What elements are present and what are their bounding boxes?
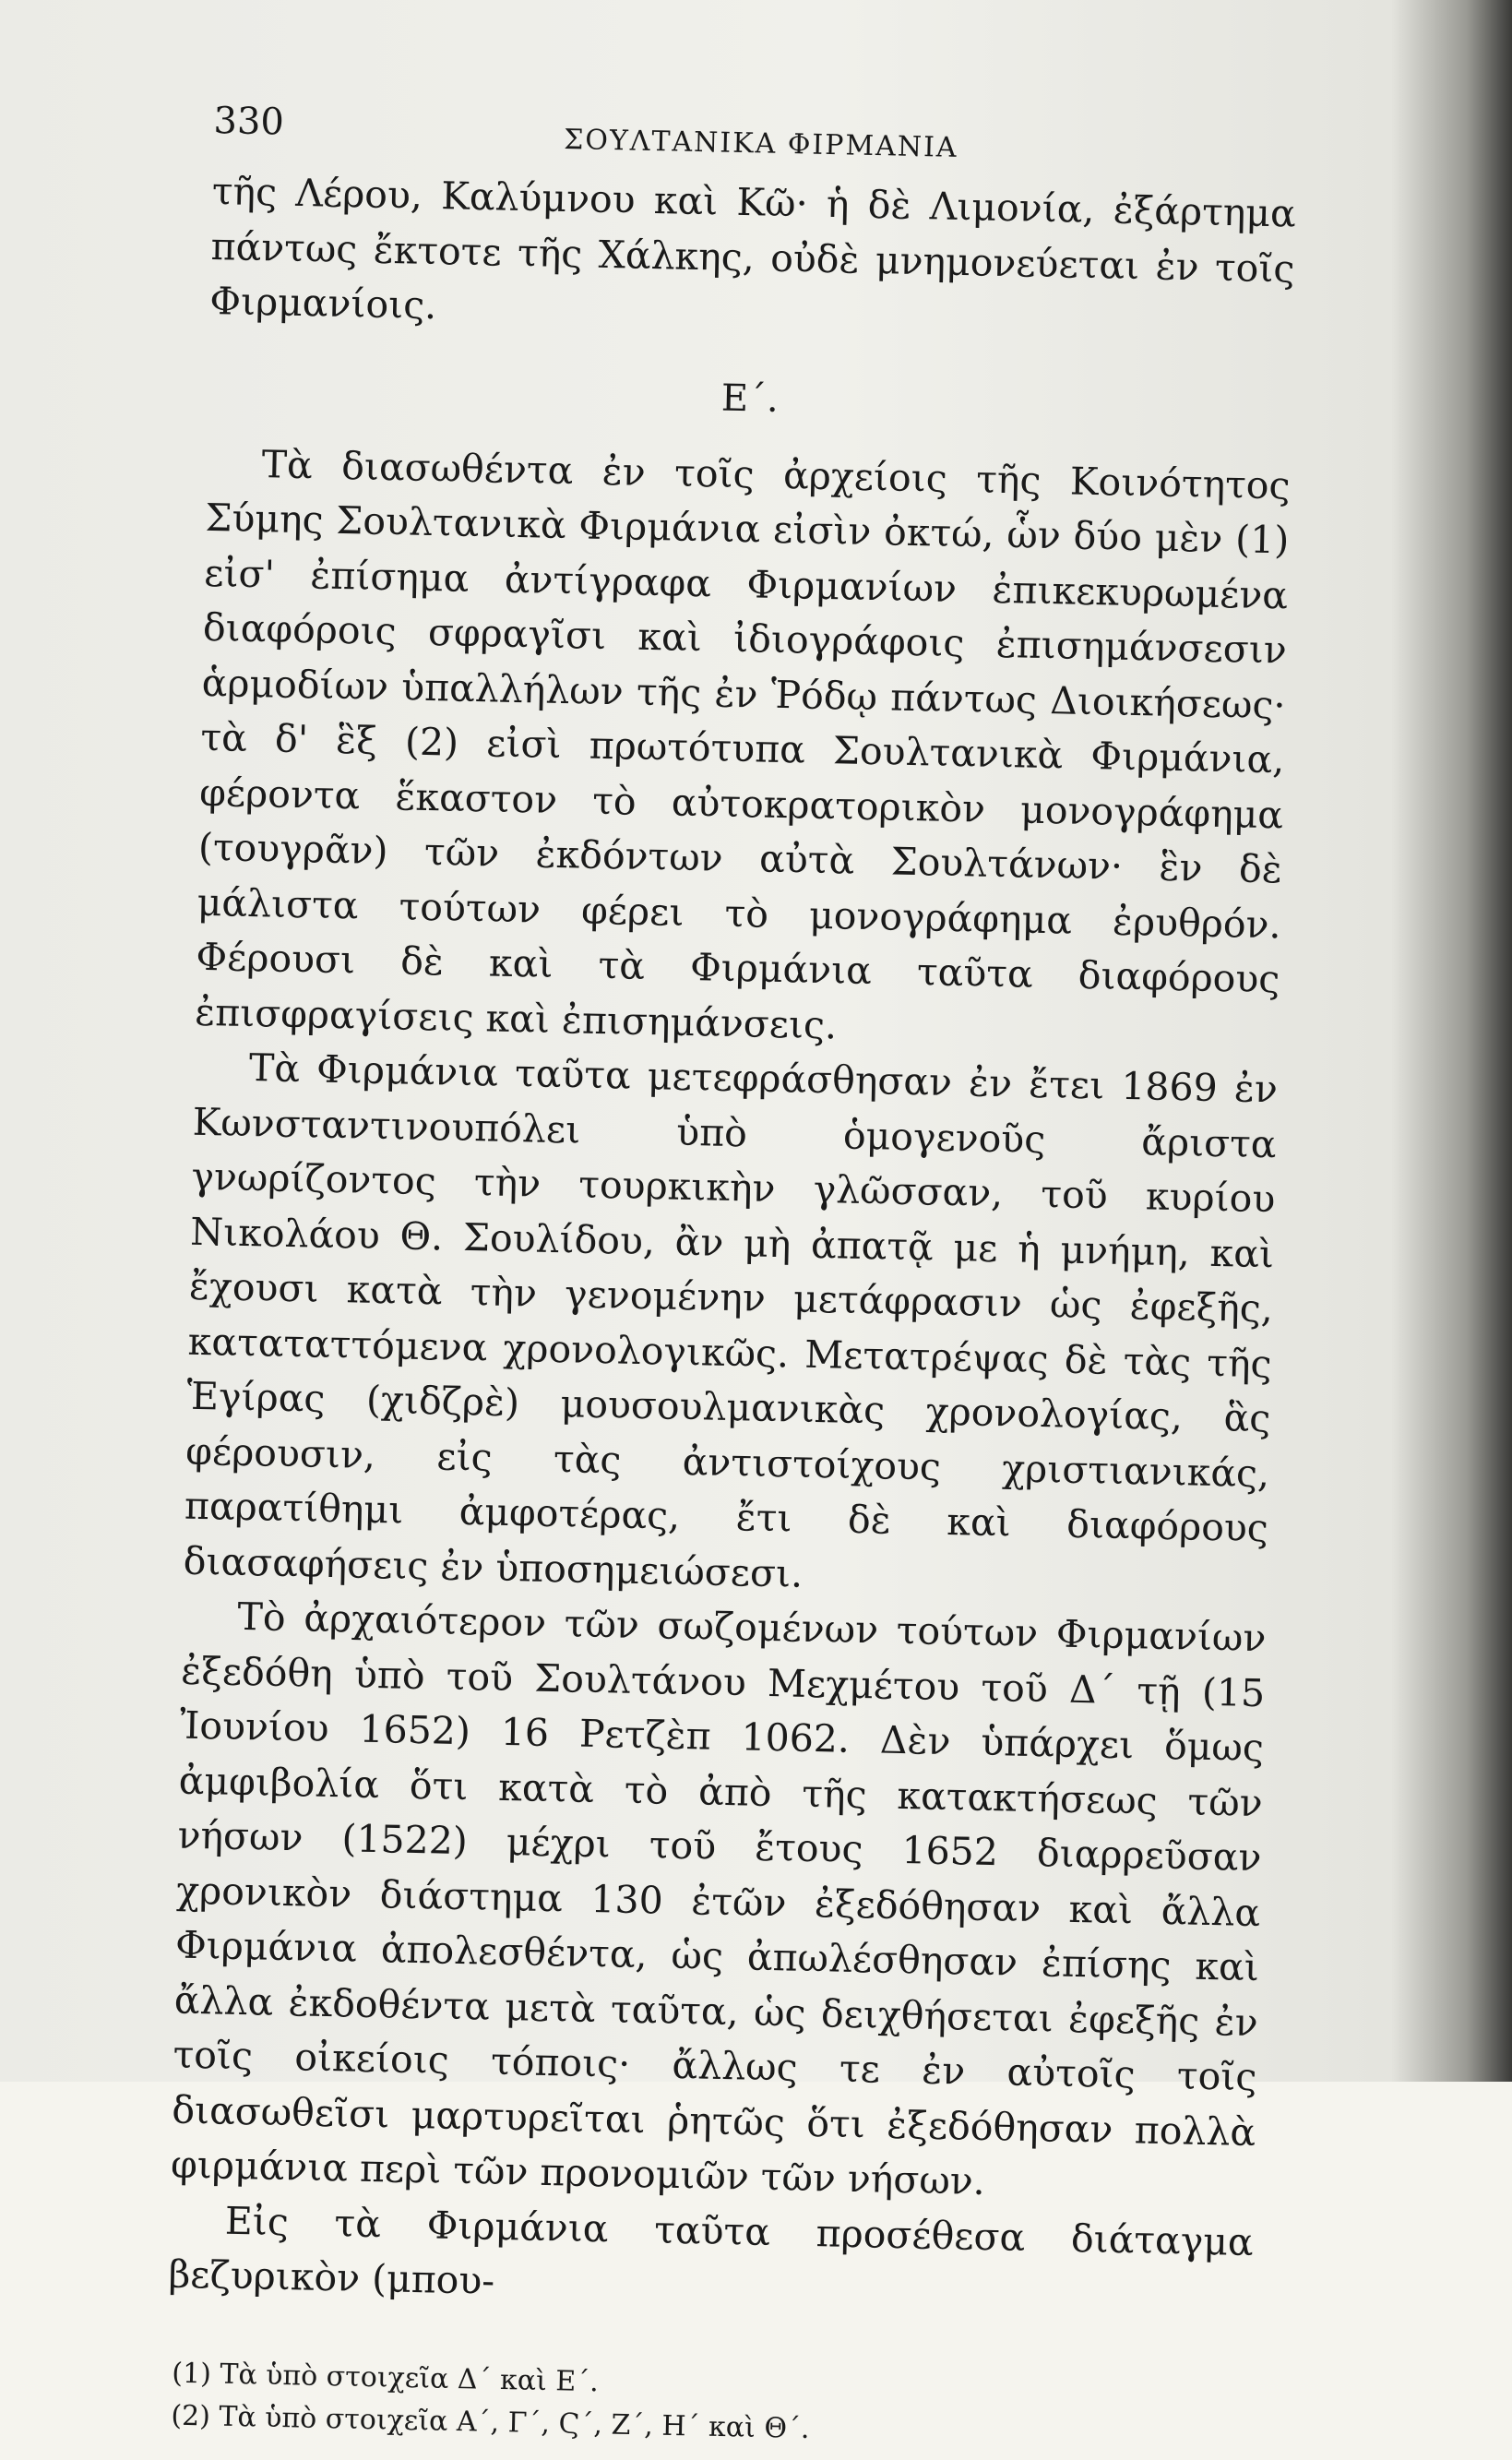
body-paragraph: Τὰ διασωθέντα ἐν τοῖς ἀρχείοις τῆς Κοινότητος Σύμης Σουλτανικὰ Φιρμάνια εἰσὶν ὀκτώ, ὧν δύο μὲν (1) εἰσ' ἐπίσημα ἀντίγραφα Φιρμανίων ἐπικεκυρωμένα διαφόροις σφραγῖσι καὶ ἰδιογράφοις ἐπισημάνσεσιν ἁρμοδίων ὑπαλλήλων τῆς ἐν Ῥόδῳ πάντως Διοικήσεως· τὰ δ' ἓξ (2) εἰσὶ πρωτότυπα Σουλτανικὰ Φιρμάνια, φέροντα ἕκαστον τὸ αὐτοκρατορικὸν μονογράφημα (τουγρᾶν) τῶν ἐκδόντων αὐτὰ Σουλτάνων· ἓν δὲ μάλιστα τούτων φέρει τὸ μονογράφημα ἐρυθρόν. Φέρουσι δὲ καὶ τὰ Φιρμάνια ταῦτα διαφόρους ἐπισφραγίσεις καὶ ἐπισημάνσεις. (194, 441, 1292, 1047)
text-block (165, 100, 1298, 2460)
body-paragraph: Τὰ Φιρμάνια ταῦτα μετεφράσθησαν ἐν ἔτει 1869 ἐν Κωνσταντινουπόλει ὑπὸ ὁμογενοῦς ἄριστα γνωρίζοντος τὴν τουρκικὴν γλῶσσαν, τοῦ κυρίου Νικολάου Θ. Σουλίδου, ἂν μὴ ἀπατᾷ με ἡ μνήμη, καὶ ἔχουσι κατὰ τὴν γενομένην μετάφρασιν ὡς ἐφεξῆς, καταταττόμενα χρονολογικῶς. Μετατρέψας δὲ τὰς τῆς Ἑγίρας (χιδζρὲ) μουσουλμανικὰς χρονολογίας, ἃς φέρουσιν, εἰς τὰς ἀντιστοίχους χριστιανικάς, παρατίθημι ἀμφοτέρας, ἔτι δὲ καὶ διαφόρους διασαφήσεις ἐν ὑποσημειώσεσι. (183, 1045, 1279, 1596)
section-heading: Ε΄. (720, 376, 780, 421)
footnotes (165, 2352, 1251, 2460)
body-paragraph: Τὸ ἀρχαιότερον τῶν σωζομένων τούτων Φιρμανίων ἐξεδόθη ὑπὸ τοῦ Σουλτάνου Μεχμέτου τοῦ Δ΄ τῇ (15 Ἰουνίου 1652) 16 Ρετζὲπ 1062. Δὲν ὑπάρχει ὅμως ἀμφιβολία ὅτι κατὰ τὸ ἀπὸ τῆς κατακτήσεως τῶν νήσων (1522) μέχρι τοῦ ἔτους 1652 διαρρεῦσαν χρονικὸν διάστημα 130 ἐτῶν ἐξεδόθησαν καὶ ἄλλα Φιρμάνια ἀπολεσθέντα, ὡς ἀπωλέσθησαν ἐπίσης καὶ ἄλλα ἐκδοθέντα μετὰ ταῦτα, ὡς δειχθήσεται ἐφεξῆς ἐν τοῖς οἰκείοις τόποις· ἄλλως τε ἐν αὐτοῖς τοῖς διασωθεῖσι μαρτυρεῖται ῥητῶς ὅτι ἐξεδόθησαν πολλὰ φιρμάνια περὶ τῶν προνομιῶν τῶν νήσων. (170, 1594, 1267, 2203)
intro-paragraph: τῆς Λέρου, Καλύμνου καὶ Κῶ· ἡ δὲ Λιμονία, ἐξάρτημα πάντως ἔκτοτε τῆς Χάλκης, οὐδὲ μνημονεύεται ἐν τοῖς Φιρμανίοις. (208, 168, 1297, 328)
footnote: (2) Τὰ ὑπὸ στοιχεῖα Α΄, Γ΄, Ϛ΄, Ζ΄, Η΄ καὶ Θ΄. (171, 2399, 810, 2445)
running-title: ΣΟΥΛΤΑΝΙΚΑ ΦΙΡΜΑΝΙΑ (563, 123, 958, 164)
footnote: (1) Τὰ ὑπὸ στοιχεῖα Δ΄ καὶ Ε΄. (172, 2357, 600, 2398)
body-paragraph: Εἰς τὰ Φιρμάνια ταῦτα προσέθεσα διάταγμα βεζυρικὸν (μπου- (168, 2198, 1255, 2303)
page-number: 330 (213, 100, 285, 144)
